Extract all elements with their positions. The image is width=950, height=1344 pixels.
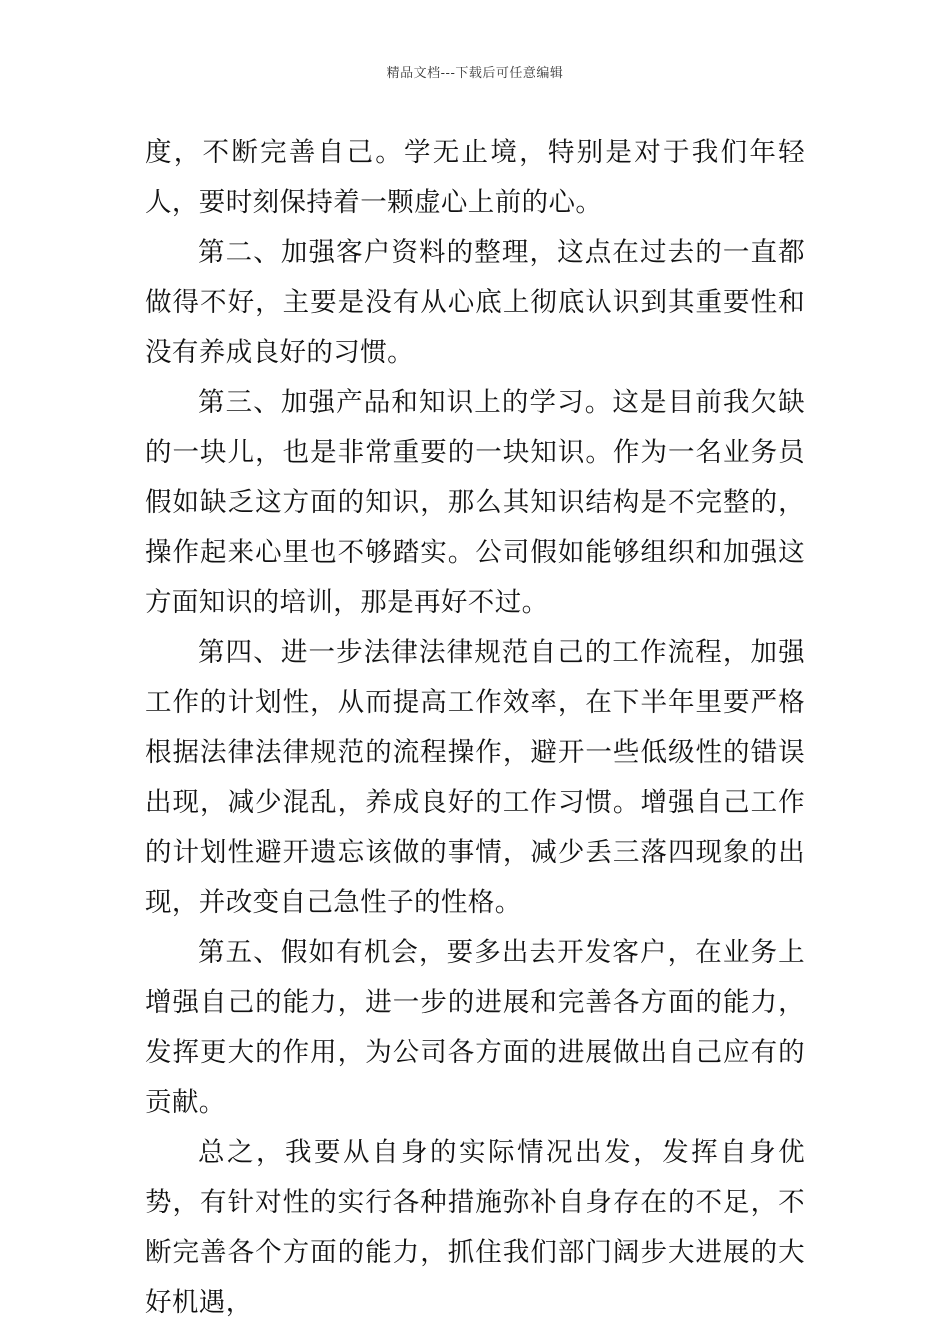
document-body	[145, 128, 805, 1328]
paragraph-continuation: 度，不断完善自己。学无止境，特别是对于我们年轻人，要时刻保持着一颗虚心上前的心。	[145, 137, 805, 218]
paragraph-third-point: 第三、加强产品和知识上的学习。这是目前我欠缺的一块儿，也是非常重要的一块知识。作为一名业务员假如缺乏这方面的知识，那么其知识结构是不完整的，操作起来心里也不够踏实。公司假如能够组织和加强这方面知识的培训，那是再好不过。	[145, 387, 805, 618]
paragraph-fifth-point: 第五、假如有机会，要多出去开发客户，在业务上增强自己的能力，进一步的进展和完善各方面的能力，发挥更大的作用，为公司各方面的进展做出自己应有的贡献。	[145, 937, 805, 1118]
paragraph-conclusion: 总之，我要从自身的实际情况出发，发挥自身优势，有针对性的实行各种措施弥补自身存在的不足，不断完善各个方面的能力，抓住我们部门阔步大进展的大好机遇，	[145, 1137, 805, 1318]
paragraph-fourth-point: 第四、进一步法律法律规范自己的工作流程，加强工作的计划性，从而提高工作效率，在下半年里要严格根据法律法律规范的流程操作，避开一些低级性的错误出现，减少混乱，养成良好的工作习惯。增强自己工作的计划性避开遗忘该做的事情，减少丢三落四现象的出现，并改变自己急性子的性格。	[145, 637, 805, 918]
page-header: 精品文档---下载后可任意编辑	[386, 66, 564, 81]
paragraph-second-point: 第二、加强客户资料的整理，这点在过去的一直都做得不好，主要是没有从心底上彻底认识到其重要性和没有养成良好的习惯。	[145, 237, 805, 368]
